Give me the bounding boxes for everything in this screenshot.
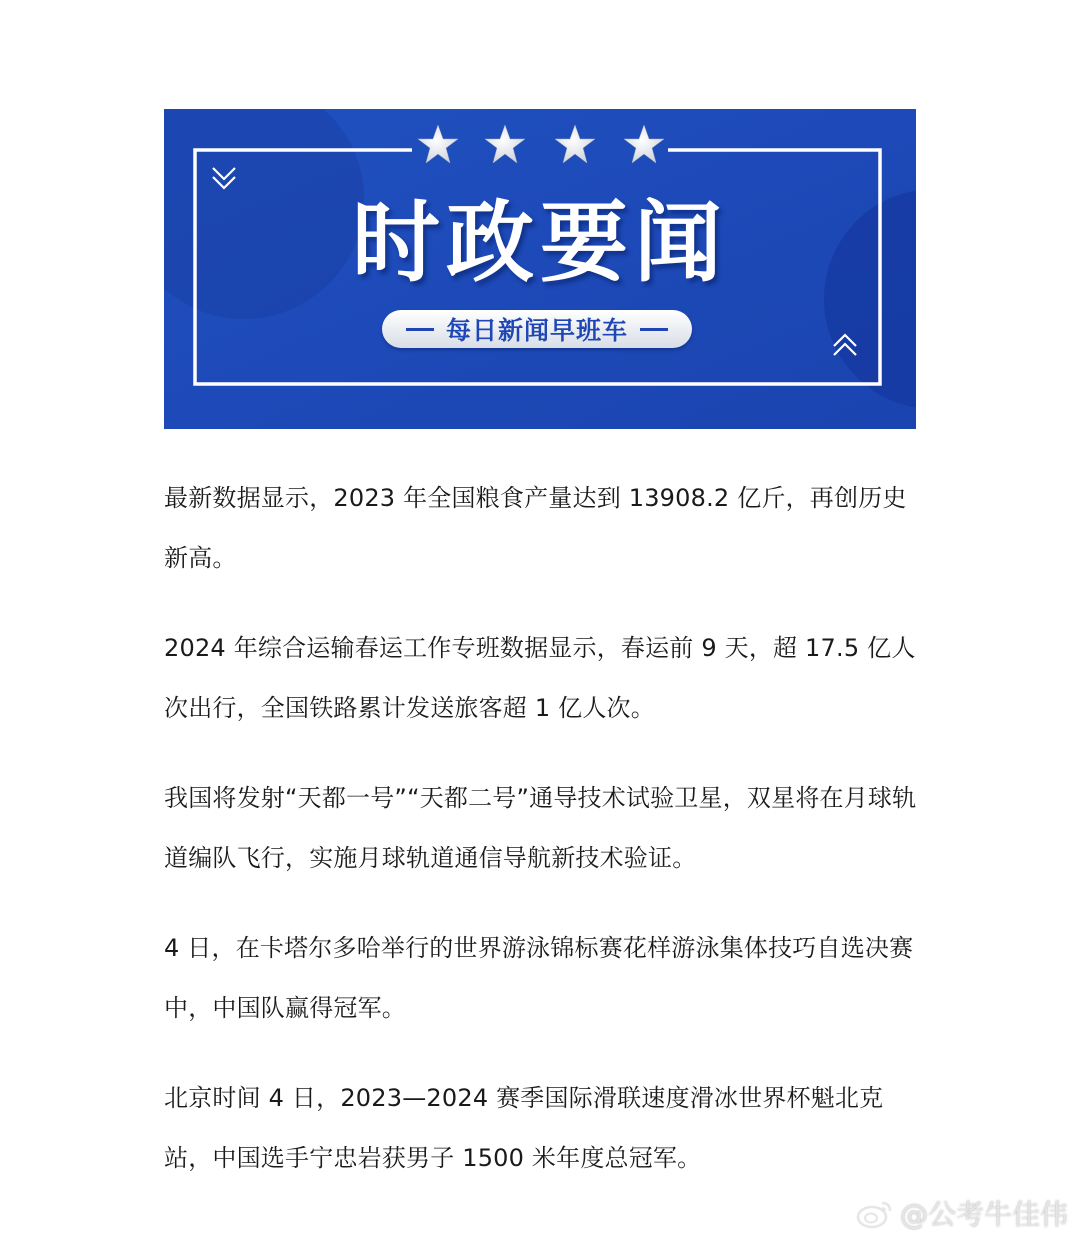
watermark-text: @公考牛佳伟 [899, 1198, 1068, 1231]
news-list [164, 468, 924, 1218]
banner-subtitle: 每日新闻早班车 [445, 316, 628, 345]
news-item: 北京时间 4 日，2023—2024 赛季国际滑联速度滑冰世界杯魁北克站，中国选手宁忠岩获男子 1500 米年度总冠军。 [164, 1084, 884, 1172]
news-item: 2024 年综合运输春运工作专班数据显示，春运前 9 天，超 17.5 亿人次出行，全国铁路累计发送旅客超 1 亿人次。 [164, 634, 916, 722]
news-item: 我国将发射“天都一号”“天都二号”通导技术试验卫星，双星将在月球轨道编队飞行，实施月球轨道通信导航新技术验证。 [164, 784, 917, 872]
watermark [856, 1193, 1068, 1233]
news-item: 4 日，在卡塔尔多哈举行的世界游泳锦标赛花样游泳集体技巧自选决赛中，中国队赢得冠军。 [164, 934, 914, 1022]
weibo-logo-icon [856, 1197, 894, 1229]
banner-title-wrap [164, 109, 916, 429]
banner-title: 时政要闻 [351, 191, 728, 294]
news-item: 最新数据显示，2023 年全国粮食产量达到 13908.2 亿斤，再创历史新高。 [164, 484, 907, 572]
